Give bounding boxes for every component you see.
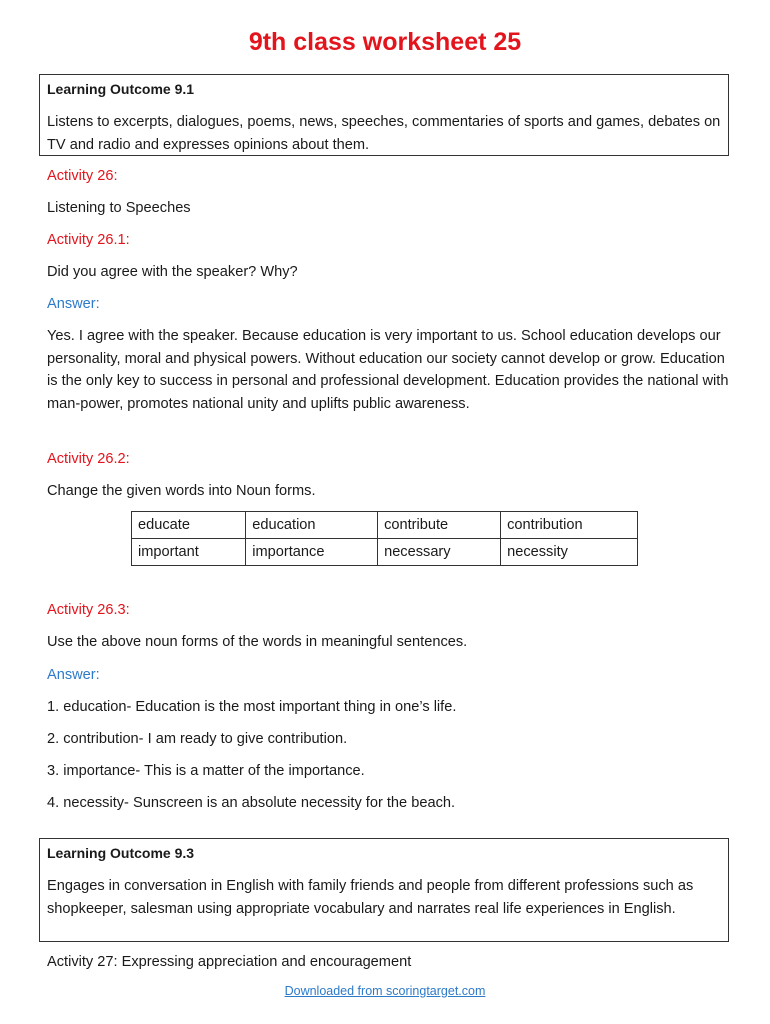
table-cell: necessary [378, 539, 501, 566]
table-cell: contribute [378, 512, 501, 539]
download-source-link[interactable]: Downloaded from scoringtarget.com [284, 984, 486, 998]
answer-item: 4. necessity- Sunscreen is an absolute necessity for the beach. [47, 795, 456, 811]
table-cell: education [246, 512, 378, 539]
activity-26-1-question: Did you agree with the speaker? Why? [47, 264, 298, 280]
learning-outcome-box-9-1 [39, 74, 729, 156]
answer-item: 1. education- Education is the most important thing in one’s life. [47, 699, 457, 715]
table-cell: necessity [501, 539, 638, 566]
learning-outcome-box-9-3 [39, 838, 729, 942]
activity-26-1-label: Activity 26.1: [47, 232, 130, 248]
answer-item: 2. contribution- I am ready to give contribution. [47, 731, 348, 747]
answer-label: Answer: [47, 296, 100, 312]
noun-forms-table [131, 511, 638, 566]
activity-26-3-label: Activity 26.3: [47, 602, 130, 618]
answer-item: 3. importance- This is a matter of the importance. [47, 763, 365, 779]
page-title: 9th class worksheet 25 [248, 28, 522, 56]
table-cell: important [132, 539, 246, 566]
table-cell: educate [132, 512, 246, 539]
table-row [132, 512, 638, 539]
activity-26-label: Activity 26: [47, 168, 118, 184]
activity-26-3-instruction: Use the above noun forms of the words in meaningful sentences. [47, 634, 468, 650]
learning-outcome-text: Listens to excerpts, dialogues, poems, news, speeches, commentaries of sports and games, debates on TV and radio and expresses opinions about them. [47, 114, 721, 153]
activity-26-text: Listening to Speeches [47, 200, 191, 216]
activity-26-1-answer: Yes. I agree with the speaker. Because education is very important to us. School education develops our personality, moral and physical powers. Without education our society cannot develop or grow. Education is the only key to success in personal and professional development. Education provides the national with man-power, promotes national unity and uplifts public awareness. [47, 328, 729, 412]
activity-26-2-label: Activity 26.2: [47, 451, 130, 467]
activity-26-2-instruction: Change the given words into Noun forms. [47, 483, 316, 499]
learning-outcome-text: Engages in conversation in English with family friends and people from different professions such as shopkeeper, salesman using appropriate vocabulary and narrates real life experiences in English. [47, 878, 694, 917]
answer-label: Answer: [47, 667, 100, 683]
table-row [132, 539, 638, 566]
table-cell: importance [246, 539, 378, 566]
activity-27-text: Activity 27: Expressing appreciation and encouragement [47, 954, 412, 970]
learning-outcome-heading: Learning Outcome 9.1 [47, 81, 195, 97]
table-cell: contribution [501, 512, 638, 539]
learning-outcome-heading: Learning Outcome 9.3 [47, 845, 195, 861]
